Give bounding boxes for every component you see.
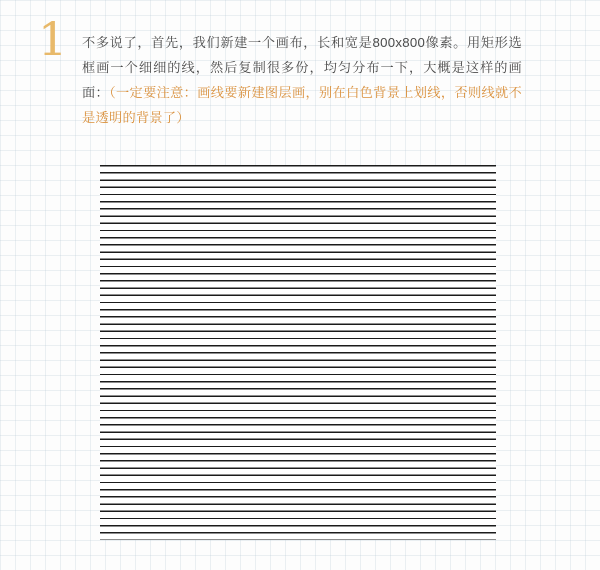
stripes-preview-image [100,165,496,540]
instruction-main-text: 不多说了，首先，我们新建一个画布，长和宽是800x800像素。用矩形选框画一个细细的线，然后复制很多份，均匀分布一下，大概是这样的画面： [82,35,522,100]
step-number: 1 [38,12,68,66]
instruction-text [82,30,522,130]
instruction-warning-text: （一定要注意：画线要新建图层画，别在白色背景上划线，否则线就不是透明的背景了） [82,85,522,125]
